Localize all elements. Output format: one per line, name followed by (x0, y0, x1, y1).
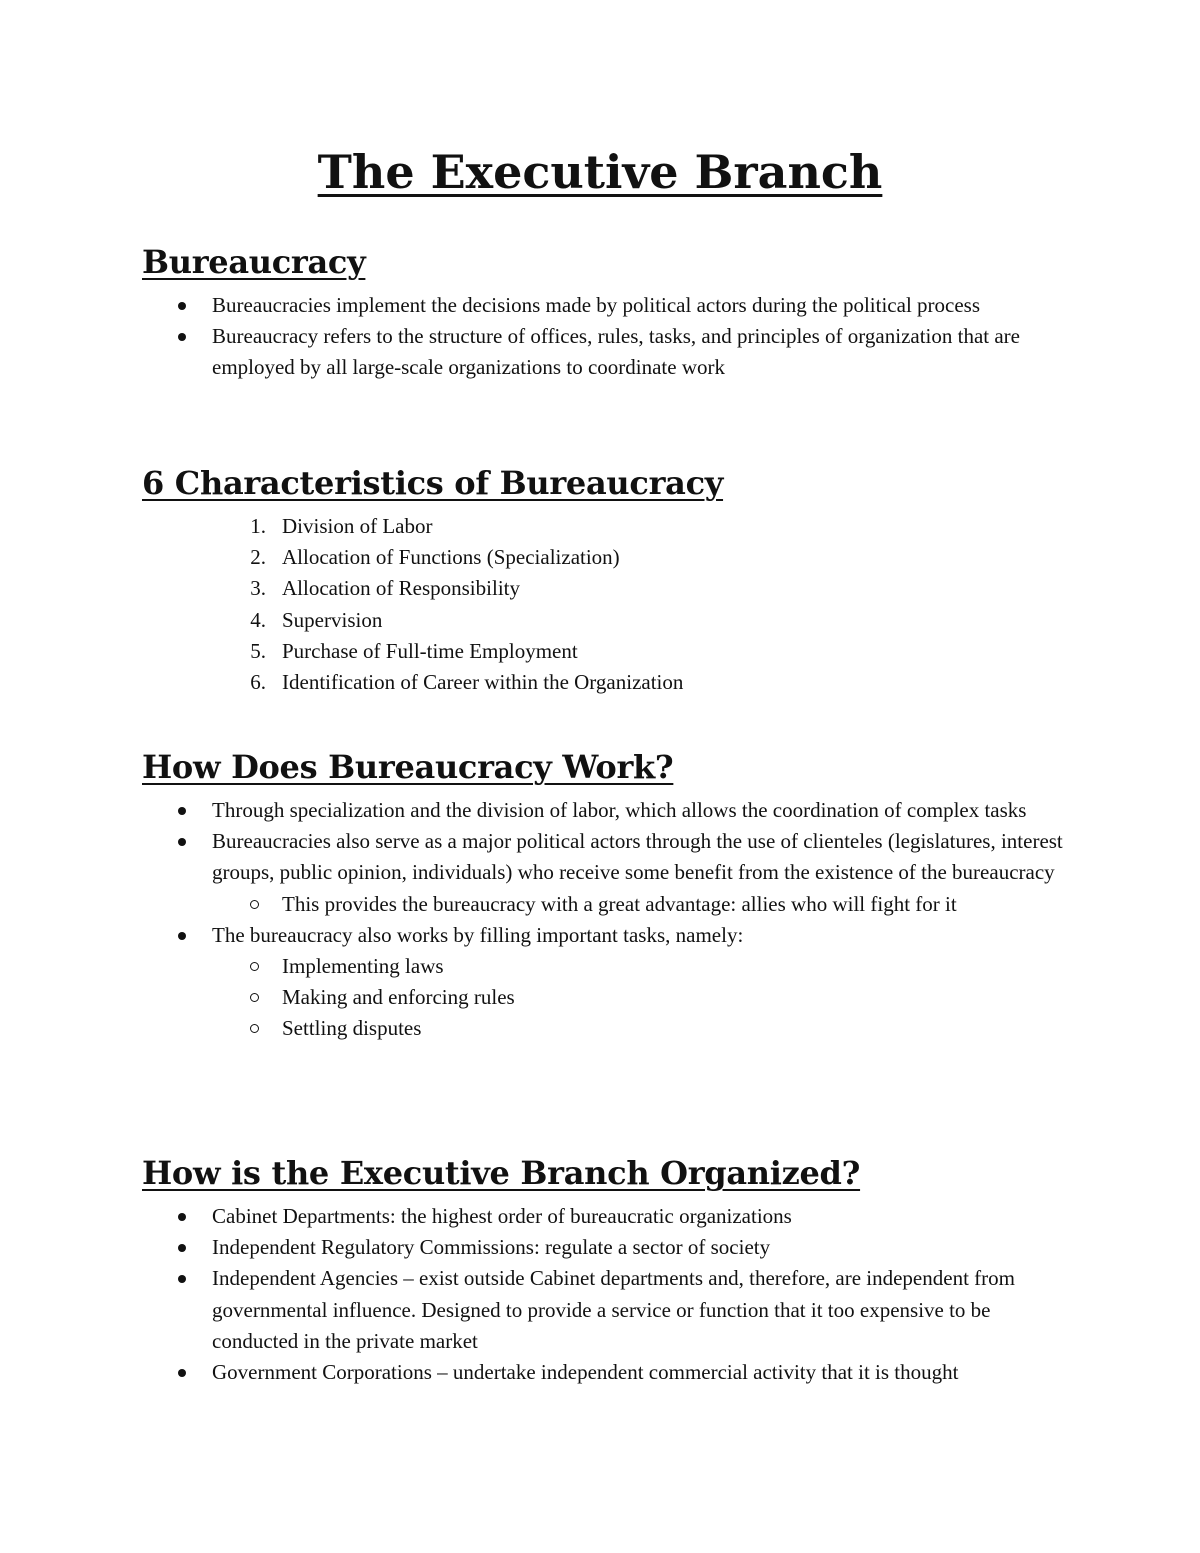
sub-list (212, 951, 1082, 1045)
bullet-icon (178, 302, 186, 310)
item-number: 2. (250, 545, 266, 570)
sub-list-item-text: Making and enforcing rules (282, 985, 515, 1010)
list-item-text: Bureaucracy refers to the structure of offices, rules, tasks, and principles of organization that are employed by all large-scale organizations to coordinate work (212, 324, 1020, 380)
how-work-list (142, 795, 1082, 1045)
item-number: 5. (250, 638, 266, 663)
bullet-icon (178, 1275, 186, 1283)
list-item (142, 826, 1082, 920)
list-item-text: Independent Regulatory Commissions: regulate a sector of society (212, 1235, 771, 1260)
numbered-item (142, 511, 1082, 542)
sub-list (212, 889, 1082, 920)
list-item (142, 1201, 1082, 1232)
item-number: 4. (250, 607, 266, 632)
list-item-text: Bureaucracies implement the decisions made by political actors during the political process (212, 293, 981, 317)
list-item (142, 1263, 1082, 1357)
item-text: Supervision (282, 607, 383, 632)
item-number: 1. (250, 514, 266, 538)
bureaucracy-list (142, 290, 1082, 384)
item-text: Allocation of Responsibility (282, 576, 520, 601)
item-text: Purchase of Full-time Employment (282, 638, 578, 663)
characteristics-list (142, 511, 1082, 698)
section-how-work (142, 745, 1082, 1045)
bullet-icon (178, 838, 186, 846)
item-number: 3. (250, 576, 266, 601)
list-item-text: Bureaucracies also serve as a major political actors through the use of clienteles (legislatures, interest groups, public opinion, individuals) who receive some benefit from the existence of the bureaucracy (212, 829, 1063, 885)
list-item-text: Government Corporations – undertake independent commercial activity that it is thought (212, 1360, 959, 1385)
hollow-bullet-icon (250, 962, 259, 971)
bullet-icon (178, 1213, 186, 1221)
numbered-item (142, 573, 1082, 604)
sub-list-item (142, 951, 1082, 982)
numbered-item (142, 605, 1082, 636)
sub-list-item-text: This provides the bureaucracy with a great advantage: allies who will fight for it (282, 891, 957, 916)
list-item (142, 795, 1082, 826)
numbered-item (142, 542, 1082, 573)
organized-list (142, 1201, 1082, 1388)
item-text: Allocation of Functions (Specialization) (282, 545, 620, 570)
list-item-text: The bureaucracy also works by filling important tasks, namely: (212, 922, 744, 947)
list-item-text: Independent Agencies – exist outside Cabinet departments and, therefore, are independent from governmental influence. Designed to provide a service or function that it too expensive to be conducted in the private market (212, 1266, 1015, 1353)
section-organized (142, 1151, 1082, 1388)
hollow-bullet-icon (250, 993, 259, 1002)
list-item (142, 1357, 1082, 1388)
sub-list-item-text: Implementing laws (282, 954, 444, 979)
list-item (142, 1232, 1082, 1263)
sub-list-item (142, 889, 1082, 920)
numbered-item (142, 636, 1082, 667)
section-bureaucracy (142, 240, 1082, 384)
sub-list-item (142, 1013, 1082, 1044)
hollow-bullet-icon (250, 1024, 259, 1033)
bullet-icon (178, 932, 186, 940)
section-heading-organized: How is the Executive Branch Organized? (142, 1154, 861, 1192)
list-item (142, 290, 1082, 321)
item-text: Division of Labor (282, 514, 433, 538)
list-item-text: Cabinet Departments: the highest order of bureaucratic organizations (212, 1204, 792, 1228)
list-item (142, 321, 1082, 383)
item-text: Identification of Career within the Organization (282, 670, 684, 695)
section-characteristics (142, 461, 1082, 698)
bullet-icon (178, 807, 186, 815)
bullet-icon (178, 1369, 186, 1377)
section-heading-bureaucracy: Bureaucracy (142, 243, 366, 281)
document-title: The Executive Branch (317, 145, 883, 199)
sub-list-item-text: Settling disputes (282, 1016, 422, 1041)
numbered-item (142, 667, 1082, 698)
section-heading-how-work: How Does Bureaucracy Work? (142, 748, 674, 786)
section-heading-characteristics: 6 Characteristics of Bureaucracy (142, 464, 724, 502)
bullet-icon (178, 333, 186, 341)
item-number: 6. (250, 670, 266, 695)
list-item (142, 920, 1082, 1045)
list-item-text: Through specialization and the division of labor, which allows the coordination of complex tasks (212, 798, 1027, 822)
sub-list-item (142, 982, 1082, 1013)
hollow-bullet-icon (250, 900, 259, 909)
bullet-icon (178, 1244, 186, 1252)
